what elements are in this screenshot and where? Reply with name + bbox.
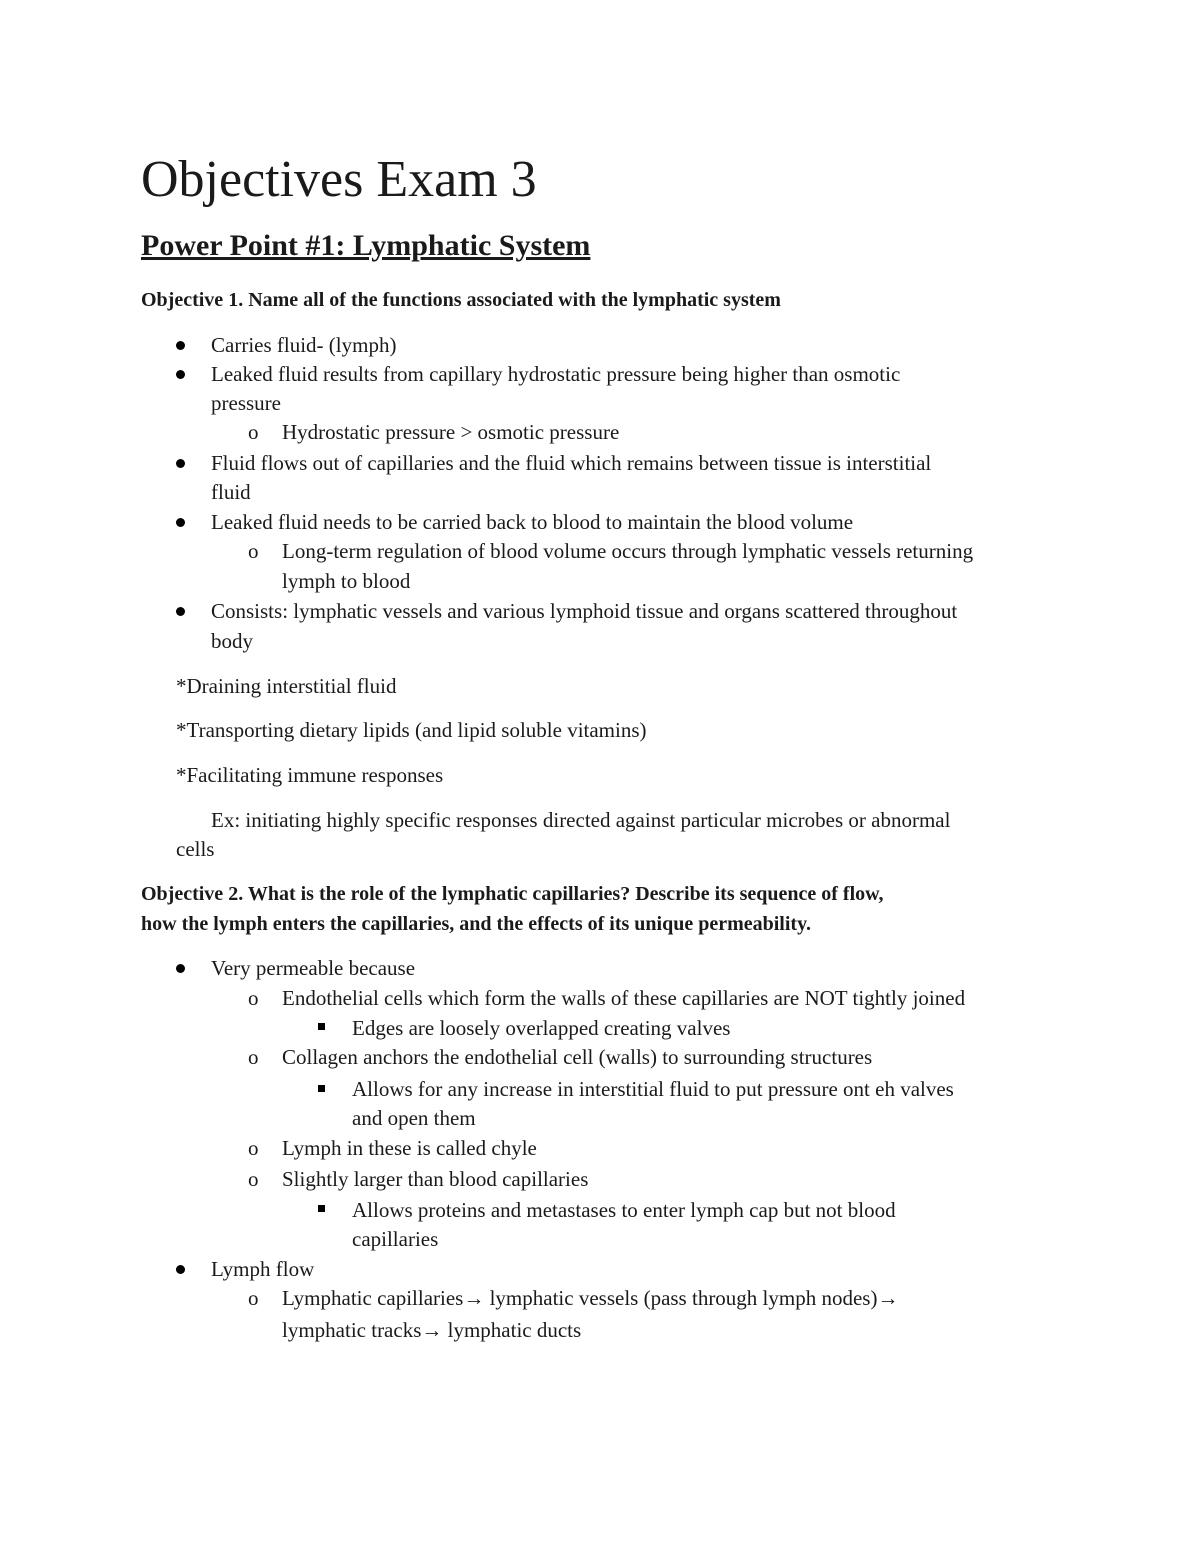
section-heading: Power Point #1: Lymphatic System — [141, 229, 591, 262]
list-item-continued: capillaries — [352, 1227, 439, 1251]
list-item: Edges are loosely overlapped creating valves — [352, 1016, 731, 1040]
circle-bullet-icon: o — [248, 1286, 259, 1310]
list-item: Fluid flows out of capillaries and the fluid which remains between tissue is interstitial — [211, 451, 932, 475]
list-item: Slightly larger than blood capillaries — [282, 1167, 589, 1191]
circle-bullet-icon: o — [248, 420, 259, 444]
bullet-icon — [176, 964, 185, 973]
list-item: Leaked fluid needs to be carried back to blood to maintain the blood volume — [211, 510, 854, 534]
example-text: Ex: initiating highly specific responses directed against particular microbes or abnormal — [211, 808, 951, 832]
list-item: Very permeable because — [211, 956, 416, 980]
square-bullet-icon — [318, 1085, 325, 1092]
function-item: *Draining interstitial fluid — [176, 674, 397, 698]
list-item: Lymph in these is called chyle — [282, 1136, 537, 1160]
list-item-continued: lymph to blood — [282, 569, 411, 593]
circle-bullet-icon: o — [248, 986, 259, 1010]
list-item: Allows for any increase in interstitial fluid to put pressure ont eh valves — [352, 1077, 954, 1101]
list-item-continued: lymphatic tracks→ lymphatic ducts — [282, 1318, 582, 1342]
circle-bullet-icon: o — [248, 539, 259, 563]
document-title: Objectives Exam 3 — [141, 151, 537, 208]
circle-bullet-icon: o — [248, 1045, 259, 1069]
list-item: Lymph flow — [211, 1257, 315, 1281]
bullet-icon — [176, 518, 185, 527]
list-item: Carries fluid- (lymph) — [211, 333, 397, 357]
function-item: *Transporting dietary lipids (and lipid soluble vitamins) — [176, 718, 647, 742]
bullet-icon — [176, 370, 185, 379]
list-item: Endothelial cells which form the walls of these capillaries are NOT tightly joined — [282, 986, 966, 1010]
function-item: *Facilitating immune responses — [176, 763, 444, 787]
bullet-icon — [176, 607, 185, 616]
bullet-icon — [176, 341, 185, 350]
list-item: Leaked fluid results from capillary hydrostatic pressure being higher than osmotic — [211, 362, 901, 386]
bullet-icon — [176, 1265, 185, 1274]
list-item: Hydrostatic pressure > osmotic pressure — [282, 420, 620, 444]
objective-2-heading-continued: how the lymph enters the capillaries, and the effects of its unique permeability. — [141, 913, 811, 935]
list-item: Collagen anchors the endothelial cell (walls) to surrounding structures — [282, 1045, 873, 1069]
list-item: Lymphatic capillaries→ lymphatic vessels (pass through lymph nodes)→ — [282, 1286, 899, 1310]
example-text-continued: cells — [176, 837, 215, 861]
objective-2-heading: Objective 2. What is the role of the lymphatic capillaries? Describe its sequence of flow, — [141, 883, 884, 905]
square-bullet-icon — [318, 1205, 325, 1212]
list-item-continued: body — [211, 629, 253, 653]
bullet-icon — [176, 459, 185, 468]
list-item-continued: and open them — [352, 1106, 476, 1130]
list-item: Consists: lymphatic vessels and various lymphoid tissue and organs scattered throughout — [211, 599, 958, 623]
list-item: Long-term regulation of blood volume occurs through lymphatic vessels returning — [282, 539, 974, 563]
square-bullet-icon — [318, 1023, 325, 1030]
circle-bullet-icon: o — [248, 1167, 259, 1191]
list-item-continued: fluid — [211, 480, 251, 504]
list-item-continued: pressure — [211, 391, 281, 415]
list-item: Allows proteins and metastases to enter lymph cap but not blood — [352, 1198, 896, 1222]
objective-1-heading: Objective 1. Name all of the functions associated with the lymphatic system — [141, 289, 781, 311]
circle-bullet-icon: o — [248, 1136, 259, 1160]
